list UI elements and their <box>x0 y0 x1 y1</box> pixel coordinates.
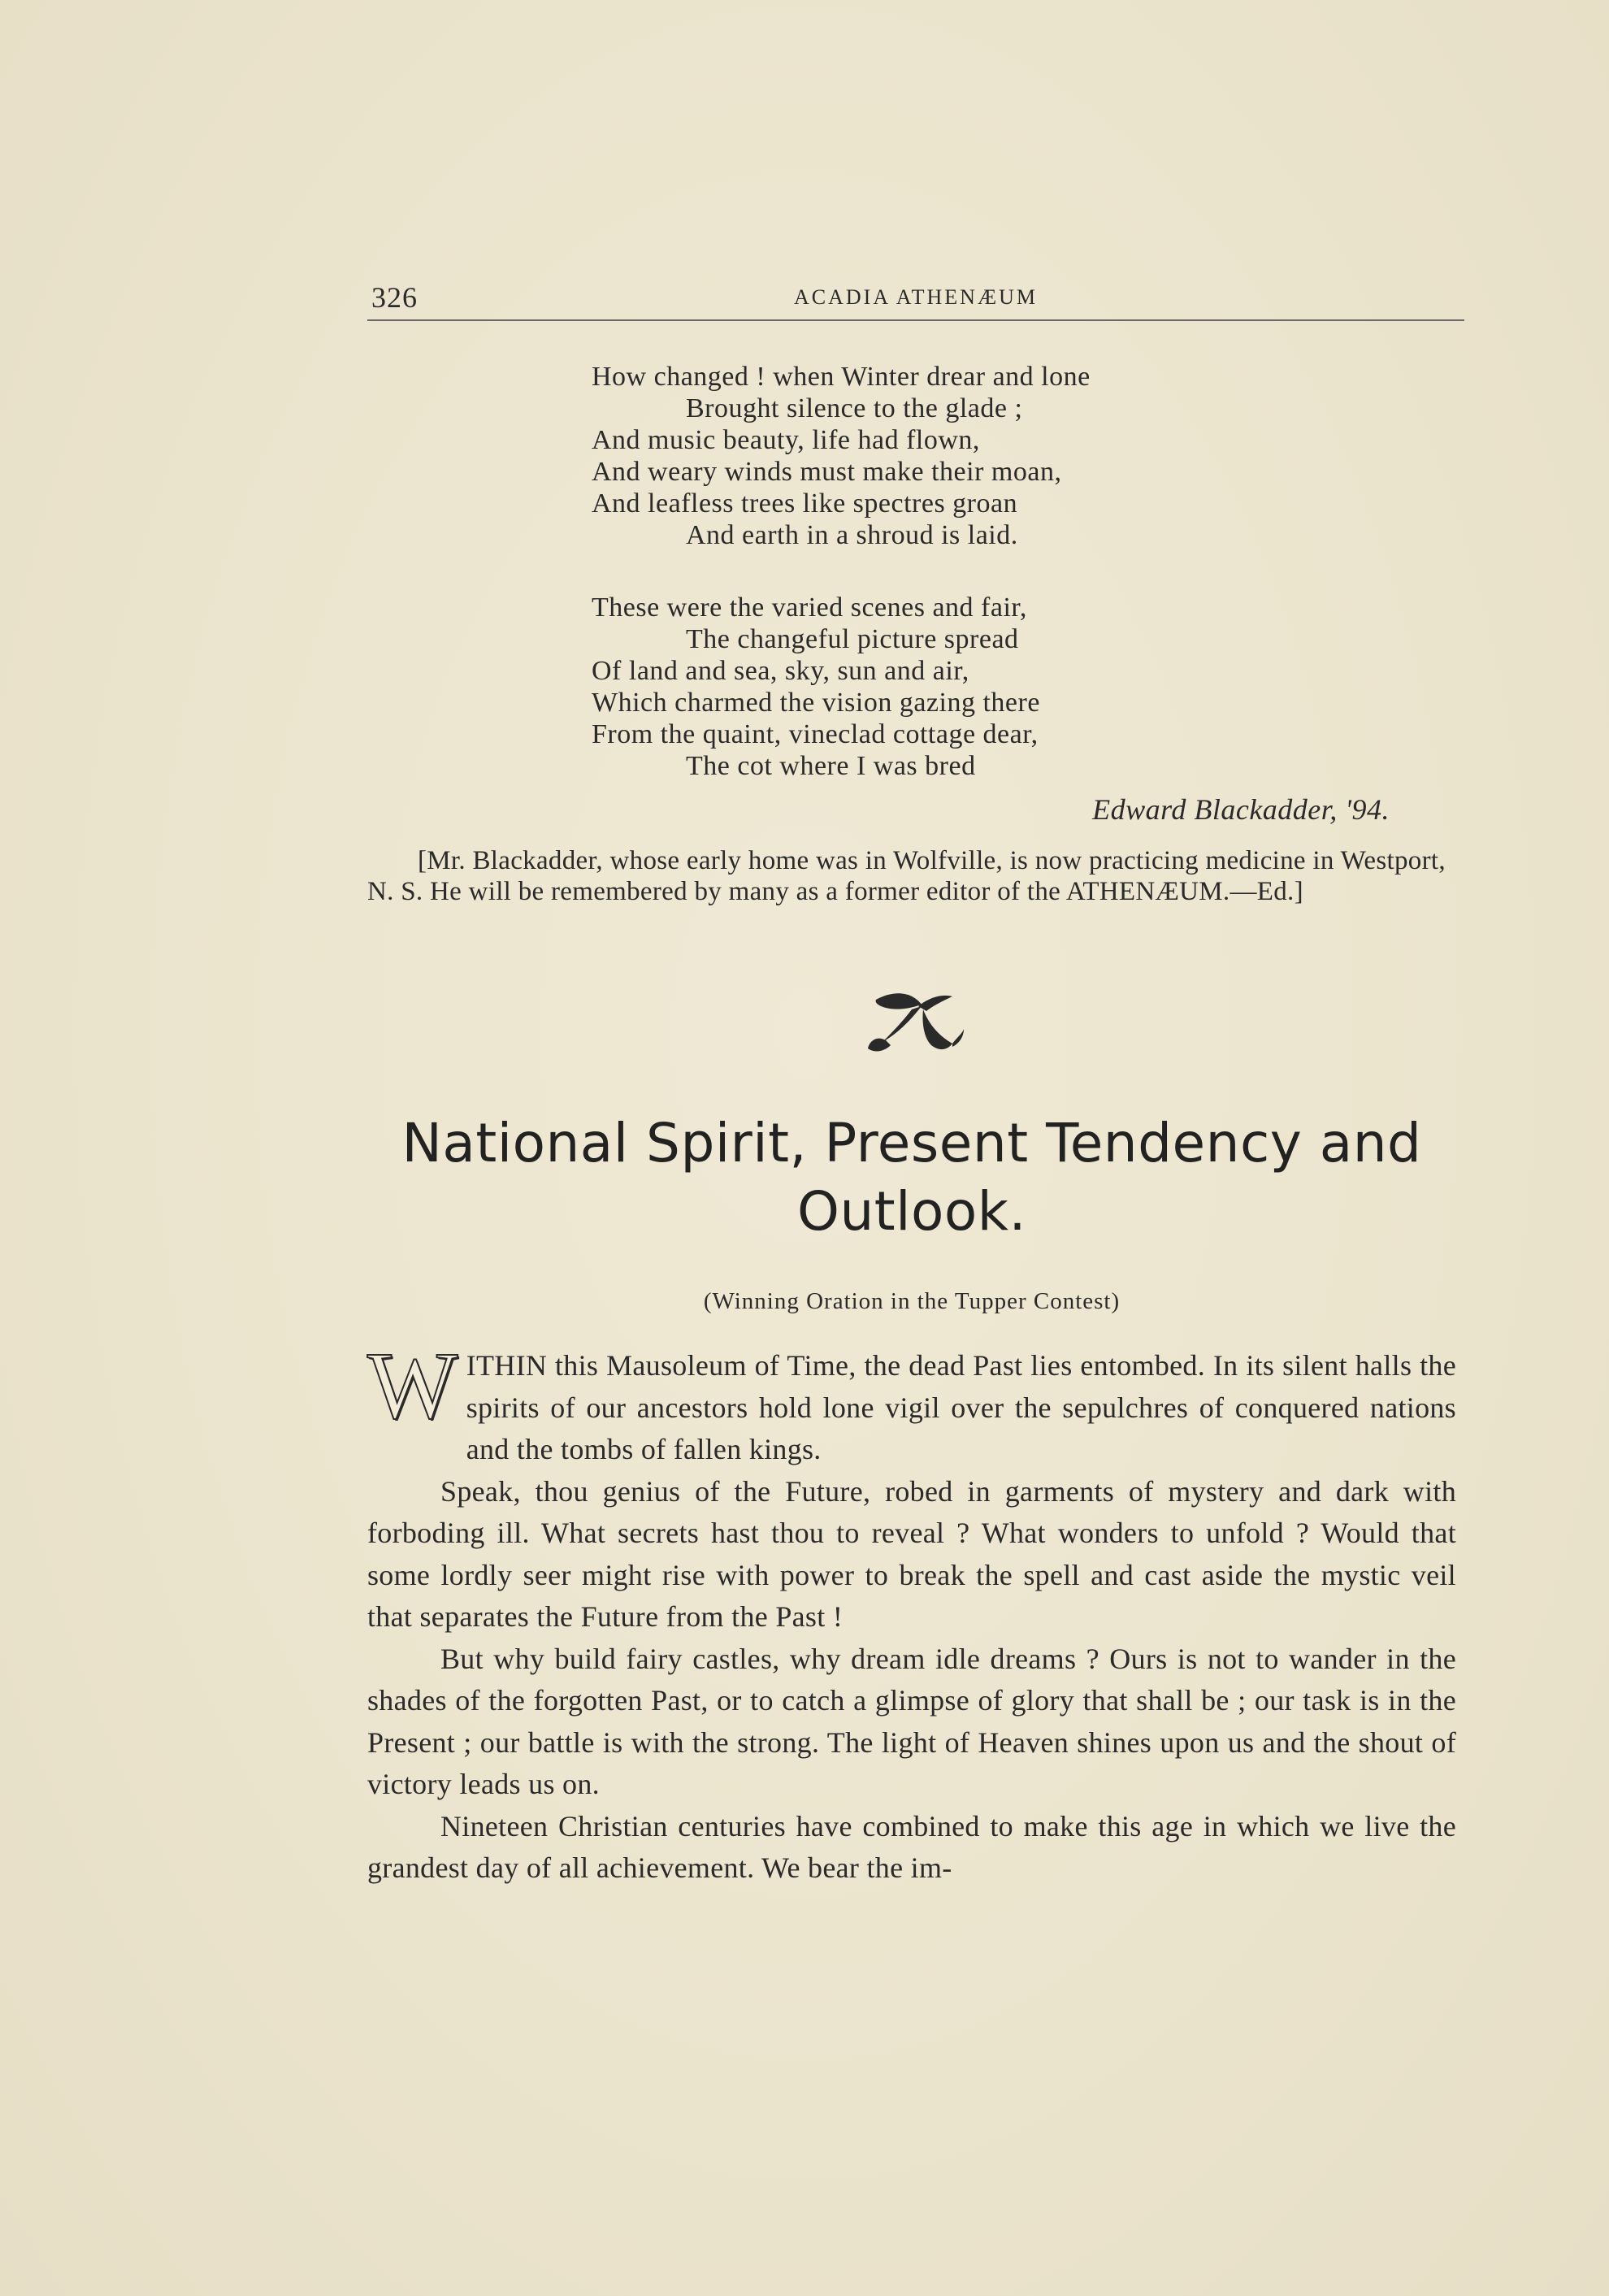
editor-note <box>367 845 1456 907</box>
poem-line: Brought silence to the glade ; <box>686 393 1023 423</box>
poem-line: Of land and sea, sky, sun and air, <box>592 656 969 686</box>
poem-signature: Edward Blackadder, '94. <box>1092 793 1390 826</box>
article-subtitle: (Winning Oration in the Tupper Contest) <box>703 1288 1121 1314</box>
poem-line: These were the varied scenes and fair, <box>592 592 1027 623</box>
page-number: 326 <box>371 281 418 314</box>
poem-line: The cot where I was bred <box>686 751 976 781</box>
fleuron-icon <box>861 983 967 1065</box>
poem-line: And weary winds must make their moan, <box>592 457 1062 487</box>
drop-cap: W <box>367 1332 458 1439</box>
paragraph: Speak, thou genius of the Future, robed in garments of mystery and dark with forboding ill. What secrets hast thou to reveal ? What wonders to unfold ? Would that some lordly seer might rise with power to break the spell and cast aside the mystic veil that separates the Future from the Past ! <box>367 1474 1456 1633</box>
article-body <box>367 1332 1456 1890</box>
paragraph: Nineteen Christian centuries have combined to make this age in which we live the grandest day of all achievement. We bear the im- <box>367 1809 1456 1884</box>
running-head: ACADIA ATHENÆUM <box>794 285 1038 309</box>
first-paragraph <box>367 1332 1456 1471</box>
page-header <box>367 280 1464 321</box>
poem-line: And earth in a shroud is laid. <box>686 520 1018 550</box>
poem-line: And music beauty, life had flown, <box>592 425 980 455</box>
editor-note-text: [Mr. Blackadder, whose early home was in Wolfville, is now practicing medicine in Westport, N. S. He will be remembered by many as a former editor of the ATHENÆUM.—Ed.] <box>367 846 1446 906</box>
poem-line: And leafless trees like spectres groan <box>592 488 1018 519</box>
stanza-break <box>592 551 1091 592</box>
article-title: National Spirit, Present Tendency and Outlook. <box>401 1112 1422 1243</box>
first-paragraph-text: ITHIN this Mausoleum of Time, the dead Past lies entombed. In its silent halls the spirits of our ancestors hold lone vigil over the sepulchres of conquered nations and the tombs of fallen kings. <box>466 1349 1456 1465</box>
poem-line: From the quaint, vineclad cottage dear, <box>592 719 1039 749</box>
poem-line: How changed ! when Winter drear and lone <box>592 362 1091 392</box>
poem-line: Which charmed the vision gazing there <box>592 688 1040 718</box>
poem <box>592 361 1091 782</box>
paragraph: But why build fairy castles, why dream idle dreams ? Ours is not to wander in the shades of the forgotten Past, or to catch a glimpse of glory that shall be ; our task is in the Present ; our battle is with the strong. The light of Heaven shines upon us and the shout of victory leads us on. <box>367 1642 1456 1800</box>
poem-line: The changeful picture spread <box>686 624 1019 654</box>
